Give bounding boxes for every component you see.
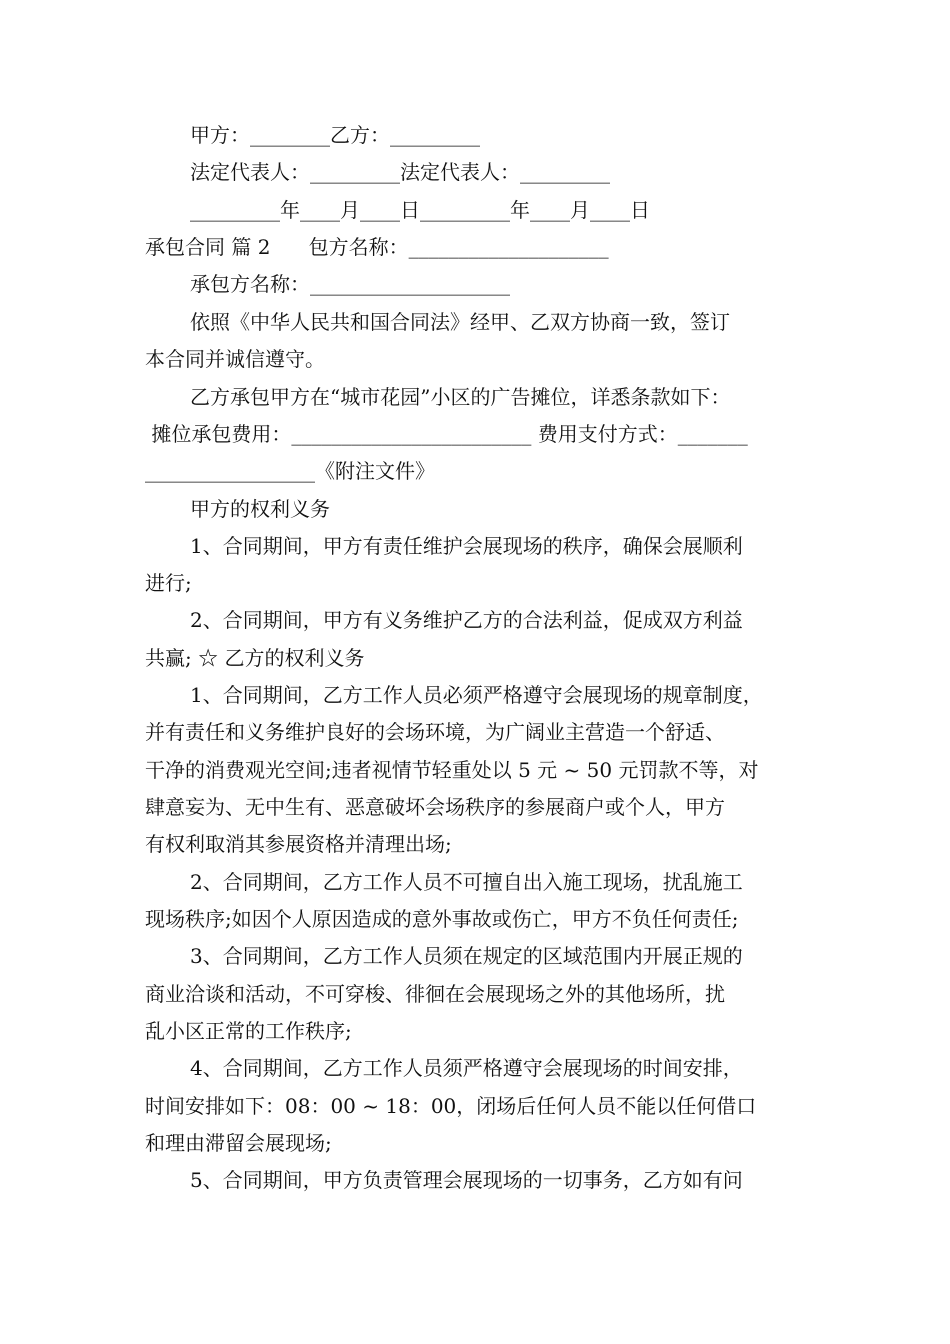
paragraph-line: 2、合同期间，甲方有义务维护乙方的合法利益，促成双方利益 — [190, 608, 743, 632]
paragraph-line: 时间安排如下：08：00 ~ 18：00，闭场后任何人员不能以任何借口 — [145, 1094, 757, 1118]
party-names-line: 甲方：________乙方：_________ — [190, 123, 480, 147]
paragraph-line: 乱小区正常的工作秩序; — [145, 1019, 352, 1043]
paragraph-line: 3、合同期间，乙方工作人员须在规定的区域范围内开展正规的 — [190, 944, 743, 968]
paragraph-line: 有权利取消其参展资格并清理出场; — [145, 832, 452, 856]
paragraph-line: 商业洽谈和活动，不可穿梭、徘徊在会展现场之外的其他场所，扰 — [145, 982, 725, 1006]
paragraph-line: 本合同并诚信遵守。 — [145, 347, 325, 371]
fee-line: 摊位承包费用：________________________ 费用支付方式：_______ — [145, 422, 748, 446]
paragraph-line: 1、合同期间，乙方工作人员必须严格遵守会展现场的规章制度， — [190, 683, 763, 707]
paragraph-line: 4、合同期间，乙方工作人员须严格遵守会展现场的时间安排， — [190, 1056, 743, 1080]
date-line: _________年____月____日_________年____月____日 — [190, 198, 650, 222]
contractor-name-line: 承包方名称：____________________ — [190, 272, 510, 296]
paragraph-line: 依照《中华人民共和国合同法》经甲、乙双方协商一致，签订 — [190, 310, 730, 334]
paragraph-line: 2、合同期间，乙方工作人员不可擅自出入施工现场，扰乱施工 — [190, 870, 743, 894]
subheading-line: 甲方的权利义务 — [190, 497, 330, 521]
paragraph-line: 干净的消费观光空间;违者视情节轻重处以 5 元 ~ 50 元罚款不等，对 — [145, 758, 759, 782]
paragraph-line: 肆意妄为、无中生有、恶意破坏会场秩序的参展商户或个人，甲方 — [145, 795, 725, 819]
paragraph-line: 并有责任和义务维护良好的会场环境，为广阔业主营造一个舒适、 — [145, 720, 725, 744]
paragraph-line: 5、合同期间，甲方负责管理会展现场的一切事务，乙方如有问 — [190, 1168, 743, 1192]
paragraph-line: 共赢; ☆ 乙方的权利义务 — [145, 646, 365, 670]
paragraph-line: 乙方承包甲方在“城市花园”小区的广告摊位，详悉条款如下： — [190, 385, 731, 409]
attachment-line: _________________《附注文件》 — [145, 459, 435, 483]
legal-rep-line: 法定代表人：_________法定代表人：_________ — [190, 160, 610, 184]
paragraph-line: 和理由滞留会展现场; — [145, 1131, 332, 1155]
paragraph-line: 1、合同期间，甲方有责任维护会展现场的秩序，确保会展顺利 — [190, 534, 743, 558]
paragraph-line: 进行; — [145, 571, 192, 595]
paragraph-line: 现场秩序;如因个人原因造成的意外事故或伤亡，甲方不负任何责任; — [145, 907, 739, 931]
section-heading-line: 承包合同 篇 2 包方名称：____________________ — [145, 235, 609, 259]
